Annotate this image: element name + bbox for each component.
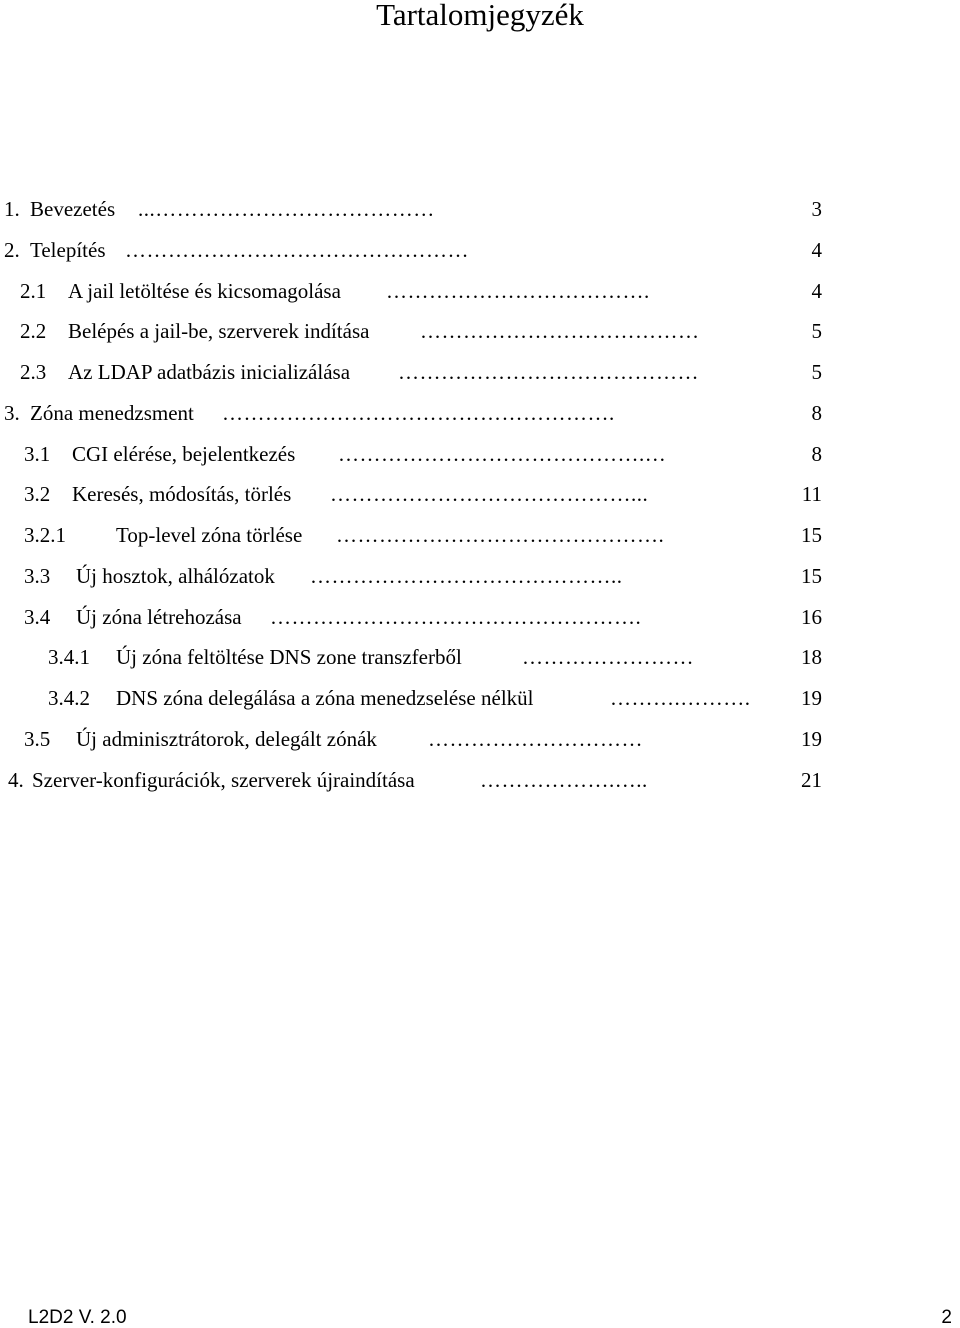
toc-entry[interactable] bbox=[0, 188, 960, 229]
toc-entry-number: 3.2.1 bbox=[24, 523, 66, 547]
toc-entry-title: Új zóna létrehozása bbox=[76, 604, 242, 629]
toc-entry-leader: ……………………………………... bbox=[330, 482, 649, 507]
toc-entry-page: 15 bbox=[801, 523, 822, 547]
toc-entry-leader: ……………….….. bbox=[480, 767, 648, 792]
toc-entry-leader: ...………………………………… bbox=[138, 197, 435, 221]
toc-entry-number: 3.1 bbox=[24, 441, 51, 466]
toc-entry-leader: …………………………………….… bbox=[338, 441, 667, 466]
toc-entry-title: Szerver-konfigurációk, szerverek újraindítása bbox=[32, 767, 415, 792]
toc-entry-title: CGI elérése, bejelentkezés bbox=[72, 441, 296, 466]
toc-entry[interactable] bbox=[0, 473, 960, 514]
toc-entry-leader: ………………………………………… bbox=[125, 237, 469, 262]
toc-entry[interactable] bbox=[0, 229, 960, 270]
toc-entry-title: Keresés, módosítás, törlés bbox=[72, 482, 292, 507]
toc-entry-number: 3.4 bbox=[24, 604, 51, 629]
toc-entry-number: 3.5 bbox=[24, 726, 51, 751]
footer-version: L2D2 V. 2.0 bbox=[28, 1307, 127, 1328]
toc-entry-leader: …………………… bbox=[522, 645, 694, 670]
toc-entry[interactable] bbox=[0, 677, 960, 718]
toc-entry-number: 3.4.1 bbox=[48, 645, 90, 670]
toc-entry-page: 4 bbox=[811, 278, 822, 303]
toc-entry[interactable] bbox=[0, 596, 960, 637]
toc-entry-number: 2. bbox=[4, 237, 20, 262]
toc-entry-page: 11 bbox=[801, 482, 822, 507]
toc-entry-leader: ……….………. bbox=[610, 686, 751, 710]
toc-entry-page: 8 bbox=[811, 441, 822, 466]
toc-entry-number: 3.2 bbox=[24, 482, 51, 507]
toc-entry-leader: …………………………………….. bbox=[310, 563, 623, 588]
toc-entry-number: 2.2 bbox=[20, 319, 47, 344]
toc-entry-title: Top-level zóna törlése bbox=[116, 523, 303, 547]
toc-entry[interactable] bbox=[0, 555, 960, 596]
toc-entry-number: 3. bbox=[4, 400, 20, 425]
toc-entry-leader: ………………………………… bbox=[420, 319, 700, 344]
toc-entry[interactable] bbox=[0, 636, 960, 677]
toc-entry-page: 15 bbox=[801, 563, 822, 588]
toc-entry-number: 4. bbox=[8, 767, 24, 792]
toc-entry[interactable] bbox=[0, 392, 960, 433]
toc-entry-number: 2.3 bbox=[20, 360, 47, 384]
toc-entry-number: 1. bbox=[4, 197, 20, 221]
toc-entry-number: 3.4.2 bbox=[48, 686, 90, 710]
toc-entry[interactable] bbox=[0, 433, 960, 474]
toc-entry[interactable] bbox=[0, 759, 960, 800]
toc-entry-leader: ………………………… bbox=[428, 726, 643, 751]
toc-entry-number: 2.1 bbox=[20, 278, 47, 303]
toc-entry-page: 19 bbox=[801, 726, 822, 751]
toc-entry-title: Telepítés bbox=[30, 237, 106, 262]
toc-entry-number: 3.3 bbox=[24, 563, 51, 588]
toc-entry-page: 16 bbox=[801, 604, 822, 629]
toc-entry-page: 3 bbox=[811, 197, 822, 221]
toc-entry-title: DNS zóna delegálása a zóna menedzselése nélkül bbox=[116, 686, 534, 710]
toc-entry[interactable] bbox=[0, 351, 960, 392]
toc-entry-title: Bevezetés bbox=[30, 197, 116, 221]
toc-entry-title: Belépés a jail-be, szerverek indítása bbox=[68, 319, 370, 344]
toc-entry[interactable] bbox=[0, 310, 960, 351]
toc-entry-page: 5 bbox=[811, 319, 822, 344]
toc-entry-page: 5 bbox=[811, 360, 822, 384]
toc-entry[interactable] bbox=[0, 718, 960, 759]
toc-entry-title: Az LDAP adatbázis inicializálása bbox=[68, 360, 351, 384]
toc-entry-leader: ………………………………………………. bbox=[222, 400, 615, 425]
toc-entry-page: 21 bbox=[801, 767, 822, 792]
toc-entry-leader: ………………………………. bbox=[386, 278, 650, 303]
footer-page-number: 2 bbox=[941, 1307, 952, 1328]
toc-entry-leader: ……………………………………………. bbox=[270, 604, 642, 629]
toc-entry-page: 18 bbox=[801, 645, 822, 670]
toc-entry-title: Új hosztok, alhálózatok bbox=[76, 563, 275, 588]
toc-entry[interactable] bbox=[0, 270, 960, 311]
toc-entry-leader: …………………………………… bbox=[398, 360, 699, 384]
toc-entry[interactable] bbox=[0, 514, 960, 555]
toc-entry-page: 8 bbox=[811, 400, 822, 425]
toc-entry-title: A jail letöltése és kicsomagolása bbox=[68, 278, 341, 303]
page-title: Tartalomjegyzék bbox=[376, 0, 584, 32]
toc-entry-title: Új zóna feltöltése DNS zone transzferből bbox=[116, 645, 462, 670]
toc-entry-page: 19 bbox=[801, 686, 822, 710]
toc-entry-page: 4 bbox=[811, 237, 822, 262]
toc-entry-title: Zóna menedzsment bbox=[30, 400, 194, 425]
toc-entry-leader: ………………………………………. bbox=[336, 523, 665, 547]
table-of-contents bbox=[0, 188, 960, 799]
toc-entry-title: Új adminisztrátorok, delegált zónák bbox=[76, 726, 377, 751]
